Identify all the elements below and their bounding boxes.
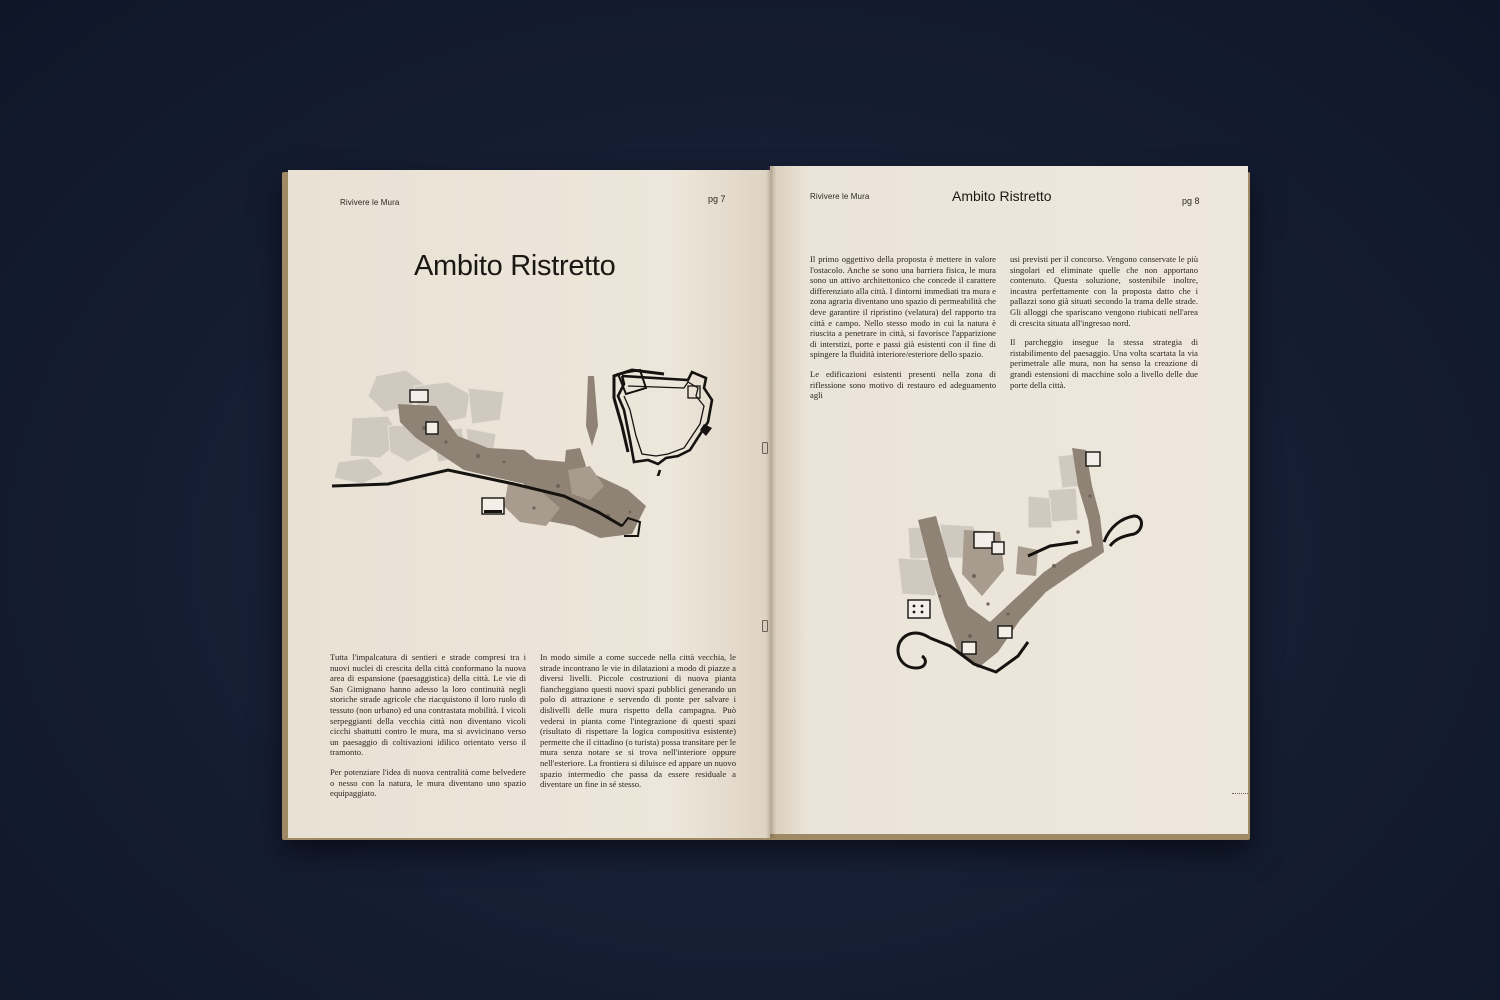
paragraph: Il parcheggio insegue la stessa strategia di ristabilimento del paesaggio. Una volta scartata la via perimetrale alle mura, non ha senso la creazione di grandi estensioni di macchine solo a livello delle due porte della città.	[1010, 337, 1198, 390]
left-text-column-1	[330, 652, 526, 808]
left-running-head: Rivivere le Mura	[340, 198, 400, 207]
paragraph: Le edificazioni esistenti presenti nella zona di riflessione sono motivo di restauro ed adeguamento agli	[810, 368, 996, 401]
right-text-column-2	[1010, 254, 1198, 399]
right-page-number: pg 8	[1182, 196, 1200, 206]
right-page-title: Ambito Ristretto	[952, 188, 1052, 204]
staple	[762, 620, 768, 632]
right-running-head: Rivivere le Mura	[810, 192, 870, 201]
open-booklet	[282, 166, 1254, 842]
left-page-title: Ambito Ristretto	[414, 250, 616, 282]
paragraph: usi previsti per il concorso. Vengono conservate le più singolari ed eliminate quelle che non apportano contenuto. Questa soluzione, sostenibile inoltre, incastra perfettamente con la proposta datto che i pallazzi sono già situati secondo la trama delle strade. Gli alloggi che spariscano vengono riubicati nell'area di crescita situata all'ingresso nord.	[1010, 254, 1198, 328]
left-text-column-2	[540, 652, 736, 799]
right-page	[770, 166, 1248, 834]
left-page-number: pg 7	[708, 194, 726, 204]
right-text-column-1	[810, 254, 996, 410]
paragraph: In modo simile a come succede nella città vecchia, le strade incontrano le vie in dilatazioni a modo di piazze a diversi livelli. Piccole costruzioni di nuova pianta fiancheggiano questi nuovi spazi pubblici generando un polo di attrazione e servendo di ponte per salvare i dislivelli delle mura rispetto della campagna. Può vedersi in pianta come l'integrazione di questi spazi (risultato di rispettare la logica compositiva esistente) permette che il cittadino (o turista) possa transitare per le mura senza notare se si trova nell'interiore oppure nell'esteriore. La frontiera si diluisce ed appare un nuovo spazio intermedio che passa da essere residuale a diventare un fine in sé stesso.	[540, 652, 736, 790]
paragraph: Il primo oggettivo della proposta è mettere in valore l'ostacolo. Anche se sono una barriera fisica, le mura sono un attivo architettonico che concede il carattere differenziato alla città. I dintorni immediati tra mura e zona agraria diventano uno spazio di permeabilità che deve garantire il ripristino (velatura) del rapporto tra città e campo. Nello stesso modo in cui la natura è riuscita a penetrare in città, si favorisce l'apparizione di interstizi, porte e passi già esistenti con il fine di spingere la fluidità interiore/esteriore dello spazio.	[810, 254, 996, 360]
book-gutter	[766, 166, 776, 838]
city-wall-outline	[518, 366, 738, 476]
staple	[762, 442, 768, 454]
left-page	[288, 170, 770, 838]
paragraph: Per potenziare l'idea di nuova centralità come belvedere o nesso con la natura, le mura diventano uno spazio equipaggiato.	[330, 766, 526, 799]
paragraph: Tutta l'impalcatura di sentieri e strade compresi tra i nuovi nuclei di crescita della città conformano la nuova area di espansione (paesaggistica) della città. Le vie di San Gimignano hanno adesso la loro continuità negli storiche strade agricole che riacquistono il loro ruolo di tessuto (non urbano) ed una contrastata mobilità. I vicoli serpeggianti della vecchia città non diventano vicoli cicchi sbattutti contro le mura, ma si avvicinano verso un paesaggio di coltivazioni idilico orientato verso il tramonto.	[330, 652, 526, 758]
site-plan-right	[878, 446, 1148, 716]
divider	[1232, 793, 1248, 794]
